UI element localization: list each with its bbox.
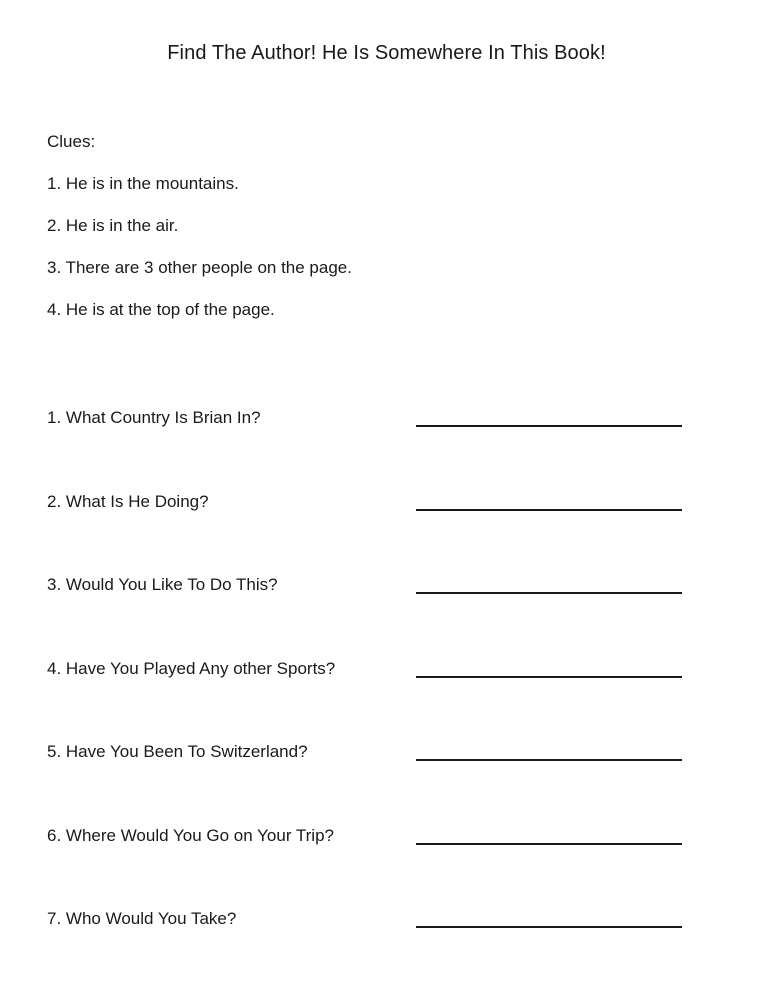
question-row (47, 573, 687, 657)
answer-line[interactable] (416, 759, 682, 761)
question-row (47, 740, 687, 824)
answer-line[interactable] (416, 592, 682, 594)
clue-item: 2. He is in the air. (47, 216, 179, 235)
question-text: 3. Would You Like To Do This? (47, 575, 278, 594)
answer-line[interactable] (416, 926, 682, 928)
answer-line[interactable] (416, 509, 682, 511)
clue-item: 4. He is at the top of the page. (47, 300, 275, 319)
clue-item: 1. He is in the mountains. (47, 174, 239, 193)
clues-heading: Clues: (47, 132, 96, 151)
answer-line[interactable] (416, 843, 682, 845)
questions-section (47, 406, 687, 991)
question-text: 2. What Is He Doing? (47, 491, 209, 511)
answer-line[interactable] (416, 425, 682, 427)
page-title: Find The Author! He Is Somewhere In This Book! (167, 42, 606, 64)
question-text: 1. What Country Is Brian In? (47, 408, 261, 427)
clue-item: 3. There are 3 other people on the page. (47, 258, 352, 277)
question-row (47, 406, 687, 490)
question-text: 5. Have You Been To Switzerland? (47, 742, 308, 761)
question-row (47, 490, 687, 574)
question-row (47, 824, 687, 908)
question-text: 4. Have You Played Any other Sports? (47, 658, 336, 678)
question-row (47, 657, 687, 741)
question-text: 7. Who Would You Take? (47, 909, 237, 928)
clues-section (47, 130, 352, 322)
question-text: 6. Where Would You Go on Your Trip? (47, 825, 334, 845)
question-row (47, 907, 687, 991)
answer-line[interactable] (416, 676, 682, 678)
